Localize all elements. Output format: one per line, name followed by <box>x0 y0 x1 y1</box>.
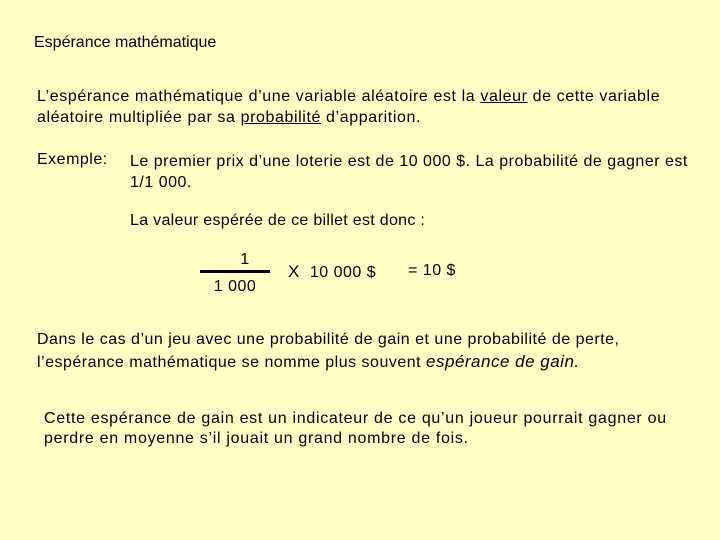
times-symbol: X <box>288 262 300 281</box>
example-label: Exemple: <box>37 151 108 168</box>
page-title: Espérance mathématique <box>34 34 217 51</box>
expected-value-line: La valeur espérée de ce billet est donc : <box>130 212 426 229</box>
definition-paragraph <box>37 86 677 128</box>
definition-text-2: de cette variable aléatoire multipliée par sa <box>37 88 661 126</box>
gain-emphasis: espérance de gain. <box>426 352 580 371</box>
gain-text: Dans le cas d’un jeu avec une probabilité de gain et une probabilité de perte, l’espérance mathématique se nomme plus souvent <box>37 331 620 371</box>
definition-valeur: valeur <box>480 88 528 105</box>
gain-paragraph <box>37 330 677 373</box>
definition-text-1: L’espérance mathématique d’une variable aléatoire est la <box>37 88 481 105</box>
fraction <box>200 251 270 296</box>
fraction-denominator: 1 000 <box>213 278 257 295</box>
example-text: Le premier prix d’une loterie est de 10 000 $. La probabilité de gagner est 1/1 000. <box>130 153 688 191</box>
indicator-paragraph: Cette espérance de gain est un indicateur de ce qu’un joueur pourrait gagner ou perdre en moyenne s’il jouait un grand nombre de fois. <box>44 410 667 447</box>
result: = 10 $ <box>408 262 456 279</box>
definition-probabilite: probabilité <box>240 109 322 126</box>
fraction-numerator: 1 <box>240 251 250 268</box>
definition-text-3: d’apparition. <box>321 109 422 126</box>
amount: 10 000 $ <box>309 264 377 281</box>
fraction-bar <box>200 270 270 273</box>
multiplication <box>288 262 376 282</box>
